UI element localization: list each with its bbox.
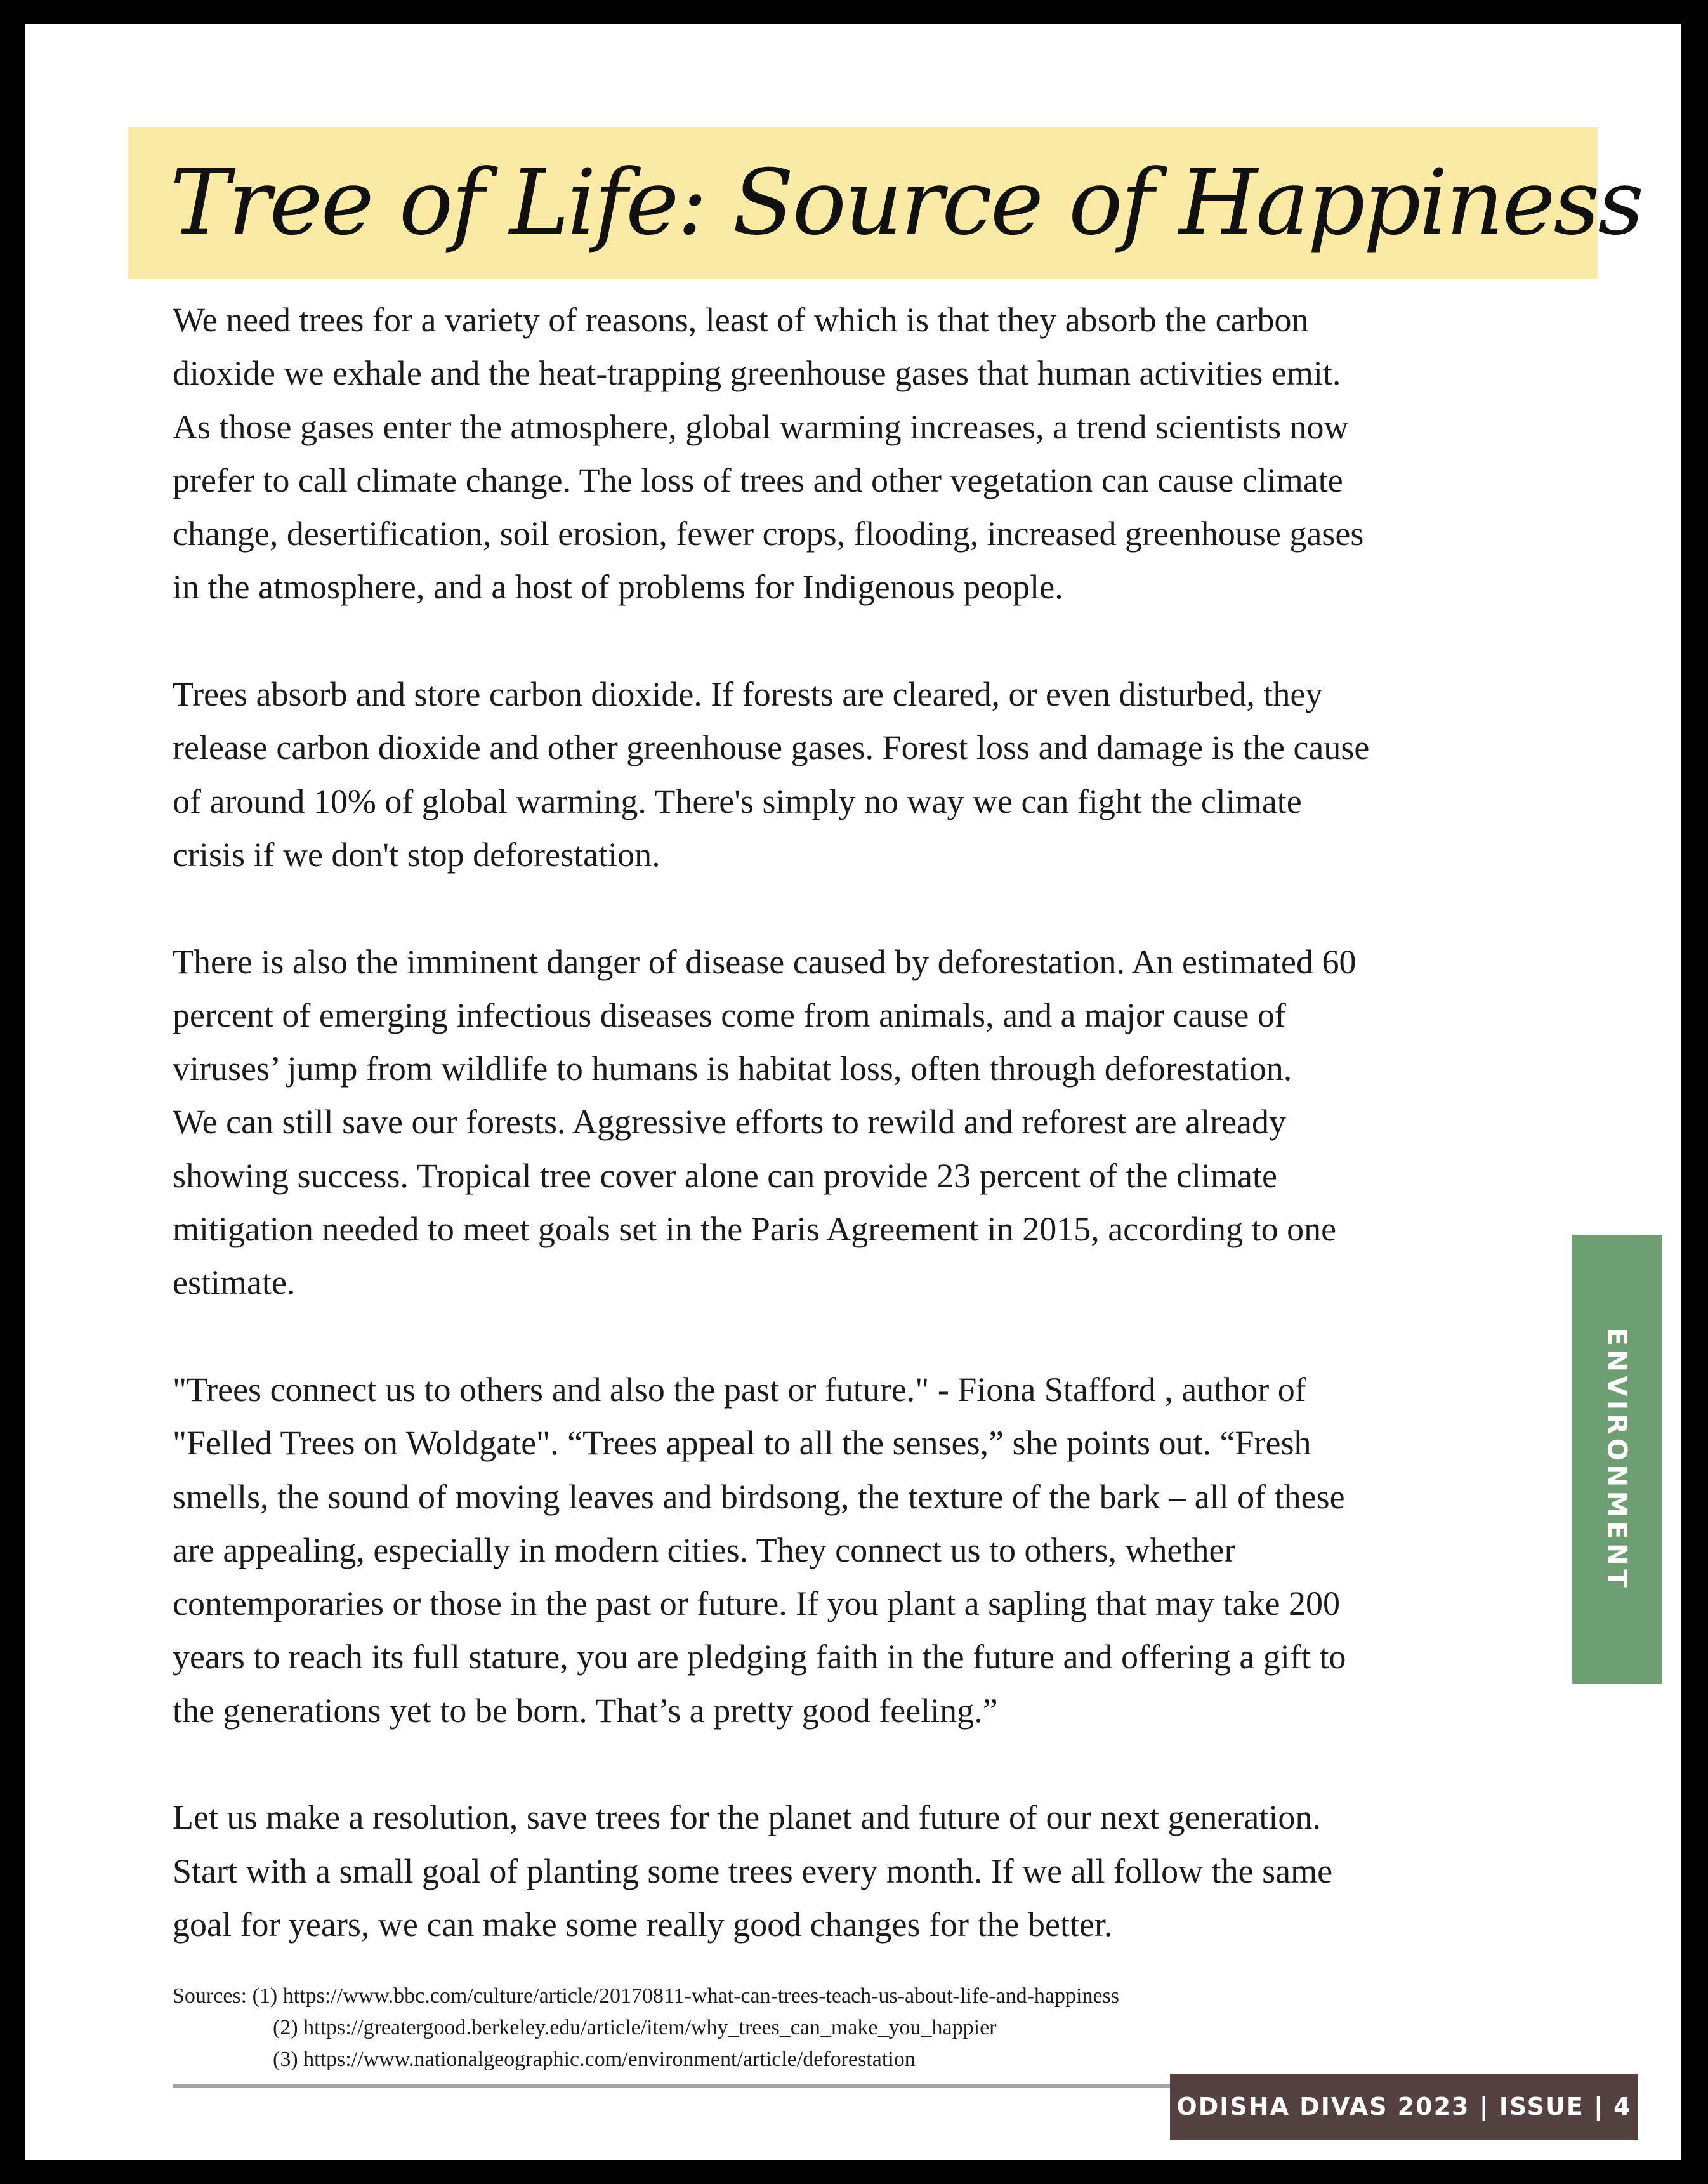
text-line: "Trees connect us to others and also the past or future." - Fiona Stafford , author of <box>173 1370 1306 1409</box>
text-line: percent of emerging infectious diseases come from animals, and a major cause of <box>173 996 1286 1034</box>
text-line: dioxide we exhale and the heat-trapping greenhouse gases that human activities emit. <box>173 354 1341 393</box>
paragraph-4 <box>173 1363 1587 1737</box>
text-line: mitigation needed to meet goals set in the Paris Agreement in 2015, according to one <box>173 1210 1337 1249</box>
source-item: (2) https://greatergood.berkeley.edu/article/item/why_trees_can_make_you_happier <box>273 2016 997 2039</box>
sources-list <box>173 1980 1568 2075</box>
text-line: "Felled Trees on Woldgate". “Trees appeal to all the senses,” she points out. “Fresh <box>173 1424 1311 1463</box>
text-line: change, desertification, soil erosion, fewer crops, flooding, increased greenhouse gases <box>173 515 1364 553</box>
footer-issue-badge: ODISHA DIVAS 2023 | ISSUE | 4 <box>1170 2074 1638 2140</box>
section-tab <box>1572 1235 1662 1684</box>
text-line: prefer to call climate change. The loss of trees and other vegetation can cause climate <box>173 461 1343 499</box>
section-tab-label: ENVIRONMENT <box>1601 1327 1633 1591</box>
text-line: goal for years, we can make some really good changes for the better. <box>173 1905 1113 1944</box>
text-line: viruses’ jump from wildlife to humans is habitat loss, often through deforestation. <box>173 1049 1292 1088</box>
text-line: We can still save our forests. Aggressive efforts to rewild and reforest are already <box>173 1103 1287 1141</box>
text-line: in the atmosphere, and a host of problems for Indigenous people. <box>173 568 1063 607</box>
paragraph-2 <box>173 668 1587 881</box>
text-line: release carbon dioxide and other greenhouse gases. Forest loss and damage is the cause <box>173 728 1370 767</box>
article-body <box>173 293 1587 1951</box>
text-line: crisis if we don't stop deforestation. <box>173 835 660 874</box>
text-line: Let us make a resolution, save trees for the planet and future of our next generation. <box>173 1798 1321 1837</box>
paragraph-gap <box>173 1737 1587 1791</box>
magazine-page <box>25 24 1681 2160</box>
source-item: Sources: (1) https://www.bbc.com/culture/article/20170811-what-can-trees-teach-us-about-life-and-happiness <box>173 1984 1120 2008</box>
text-line: Start with a small goal of planting some trees every month. If we all follow the same <box>173 1852 1333 1890</box>
text-line: smells, the sound of moving leaves and birdsong, the texture of the bark – all of these <box>173 1477 1345 1516</box>
paragraph-3 <box>173 935 1587 1310</box>
text-line: There is also the imminent danger of disease caused by deforestation. An estimated 60 <box>173 942 1357 981</box>
text-line: estimate. <box>173 1263 296 1302</box>
footer-divider <box>173 2084 1200 2088</box>
text-line: showing success. Tropical tree cover alone can provide 23 percent of the climate <box>173 1156 1277 1195</box>
text-line: of around 10% of global warming. There's simply no way we can fight the climate <box>173 782 1302 820</box>
text-line: As those gases enter the atmosphere, global warming increases, a trend scientists now <box>173 407 1349 446</box>
text-line: are appealing, especially in modern cities. They connect us to others, whether <box>173 1530 1236 1569</box>
paragraph-1 <box>173 293 1587 614</box>
text-line: the generations yet to be born. That’s a pretty good feeling.” <box>173 1691 998 1730</box>
text-line: Trees absorb and store carbon dioxide. If forests are cleared, or even disturbed, they <box>173 675 1323 714</box>
page-title: Tree of Life: Source of Happiness <box>170 150 1643 255</box>
text-line: contemporaries or those in the past or future. If you plant a sapling that may take 200 <box>173 1584 1340 1623</box>
paragraph-gap <box>173 614 1587 668</box>
paragraph-gap <box>173 881 1587 935</box>
text-line: We need trees for a variety of reasons, least of which is that they absorb the carbon <box>173 301 1309 339</box>
source-item: (3) https://www.nationalgeographic.com/environment/article/deforestation <box>273 2048 916 2071</box>
paragraph-gap <box>173 1310 1587 1363</box>
title-band <box>128 127 1643 279</box>
text-line: years to reach its full stature, you are pledging faith in the future and offering a gift to <box>173 1638 1346 1676</box>
paragraph-5 <box>173 1791 1587 1951</box>
